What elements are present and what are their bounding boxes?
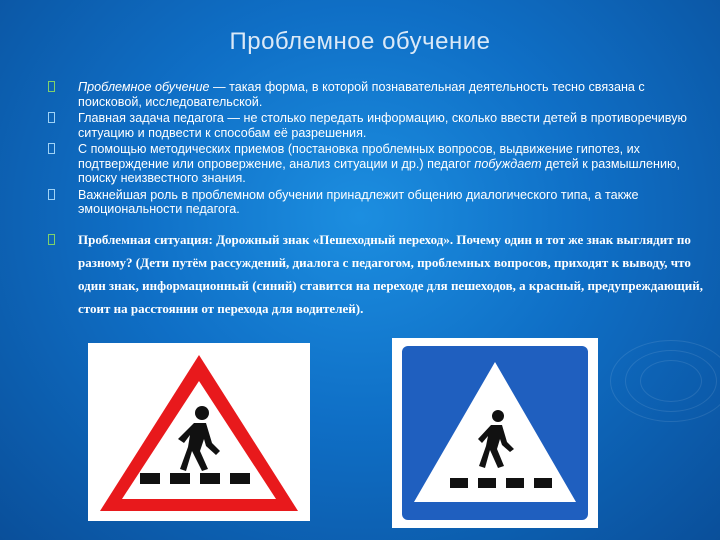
bullet-item bbox=[48, 142, 688, 186]
bullet-marker-icon bbox=[48, 189, 55, 200]
pedestrian-crossing-warning-sign-icon bbox=[88, 343, 310, 521]
pedestrian-crossing-info-sign-icon bbox=[392, 338, 598, 528]
bullet-text: — такая форма, в которой познавательная деятельность тесно связана с поисковой, исследовательской. bbox=[78, 80, 645, 109]
bullet-item bbox=[48, 188, 688, 217]
problem-situation-text: Проблемная ситуация: Дорожный знак «Пешеходный переход». Почему один и тот же знак выглядит по разному? (Дети путём рассуждений, диалога с педагогом, проблемных вопросов, приходят к выводу, что один знак, информационный (синий) ставится на переходе для пешеходов, а красный, предупреждающий, стоит на расстоянии от перехода для водителей). bbox=[78, 232, 703, 316]
bullet-item bbox=[48, 80, 688, 109]
bullet-list bbox=[48, 80, 688, 219]
bullet-emphasis: побуждает bbox=[474, 156, 542, 171]
problem-situation-paragraph bbox=[48, 228, 718, 320]
bullet-marker-icon bbox=[48, 234, 55, 245]
bullet-item bbox=[48, 111, 688, 140]
term-definition-lead: Проблемное обучение bbox=[78, 80, 210, 94]
bullet-text: детей к размышлению, поиску неизвестного знания. bbox=[78, 156, 680, 185]
bullet-marker-icon bbox=[48, 112, 55, 123]
bullet-text: Важнейшая роль в проблемном обучении принадлежит общению диалогического типа, а также эмоциональности педагога. bbox=[78, 187, 639, 216]
slide-title: Проблемное обучение bbox=[229, 28, 491, 55]
bullet-marker-icon bbox=[48, 81, 55, 92]
bullet-marker-icon bbox=[48, 143, 55, 154]
bullet-text: С помощью методических приемов (постановка проблемных вопросов, выдвижение гипотез, их подтверждение или опровержение, анализ ситуации и др.) педагог bbox=[78, 142, 640, 171]
bullet-text: Главная задача педагога — не столько передать информацию, сколько ввести детей в противоречивую ситуацию и подвести к способам её разрешения. bbox=[78, 111, 687, 140]
ripple-decoration bbox=[610, 340, 720, 422]
